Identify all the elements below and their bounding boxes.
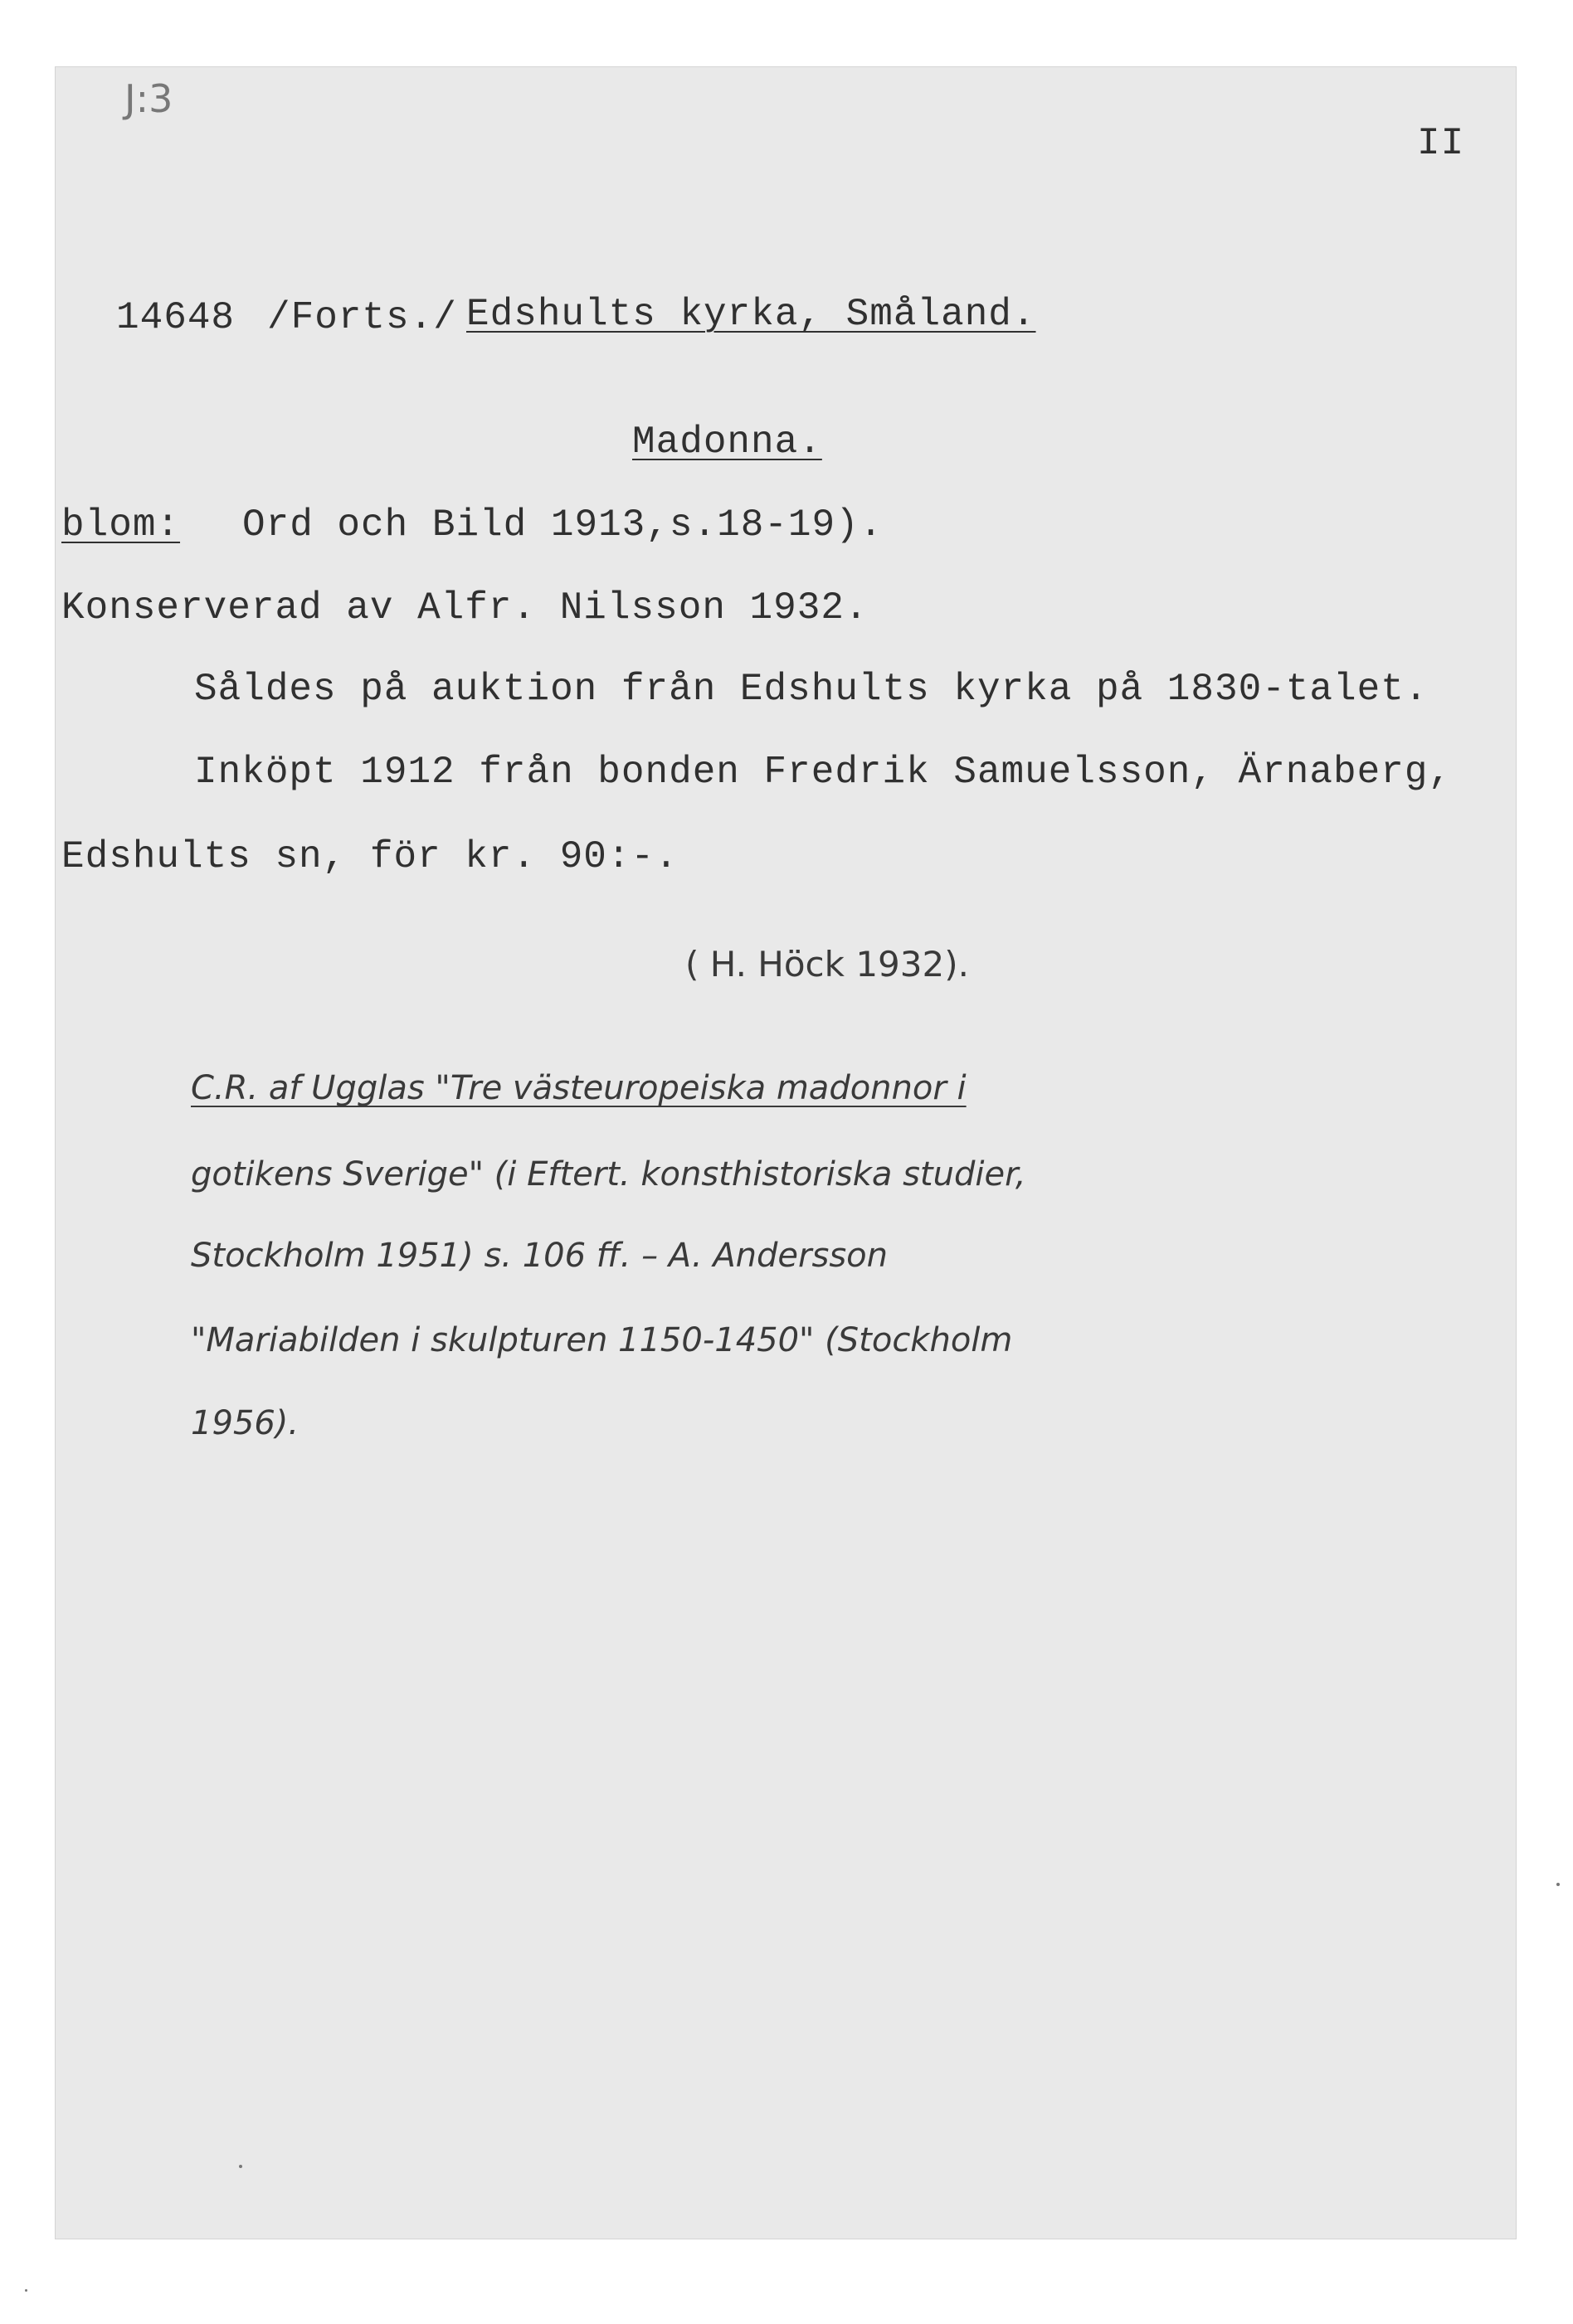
archive-card xyxy=(55,66,1517,2239)
line-4: Inköpt 1912 från bonden Fredrik Samuelsson, Ärnaberg, xyxy=(194,751,1453,794)
line-3: Såldes på auktion från Edshults kyrka på 1830-talet. xyxy=(194,668,1429,711)
handwritten-line-2: gotikens Sverige" (i Eftert. konsthistoriska studier, xyxy=(191,1155,1026,1194)
handwritten-line-3: Stockholm 1951) s. 106 ff. – A. Andersson xyxy=(191,1237,888,1275)
line-1: Ord och Bild 1913,s.18-19). xyxy=(242,503,884,547)
header-number: 14648 xyxy=(116,296,236,339)
handwritten-line-4: "Mariabilden i skulpturen 1150-1450" (Stockholm xyxy=(191,1321,1013,1359)
speck xyxy=(1556,1883,1560,1886)
header-forts: /Forts./ xyxy=(267,296,457,339)
line-label-blom: blom: xyxy=(61,503,181,547)
handwritten-line-5: 1956). xyxy=(191,1404,300,1442)
corner-note: J:3 xyxy=(124,76,173,121)
speck xyxy=(25,2289,27,2292)
line-5: Edshults sn, för kr. 90:-. xyxy=(61,835,679,878)
page-number: II xyxy=(1417,122,1465,165)
handwritten-line-1: C.R. af Ugglas "Tre västeuropeiska madonnor i xyxy=(191,1069,967,1107)
subject-title: Madonna. xyxy=(632,421,822,464)
line-2: Konserverad av Alfr. Nilsson 1932. xyxy=(61,586,869,630)
signature: ( H. Höck 1932). xyxy=(685,944,969,985)
speck xyxy=(239,2165,242,2168)
header-title: Edshults kyrka, Småland. xyxy=(466,293,1036,336)
